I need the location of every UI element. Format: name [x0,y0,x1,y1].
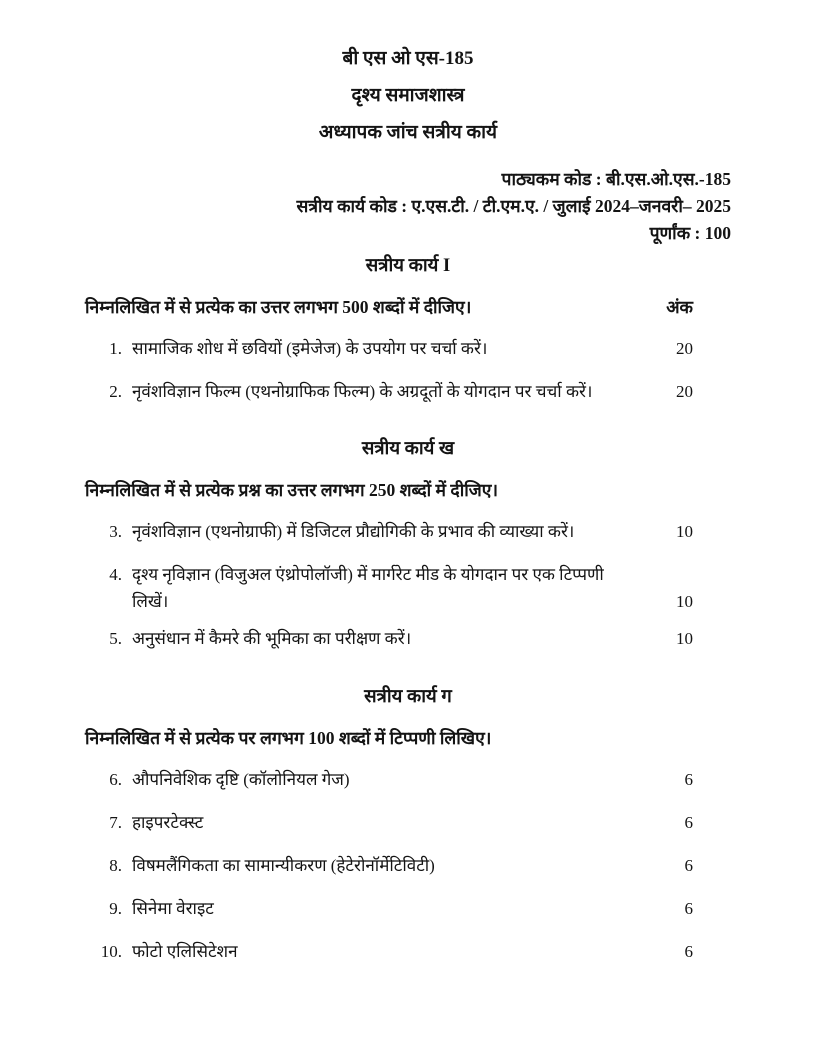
question-marks: 6 [684,813,693,832]
section-assignment-1 [85,255,731,405]
section-3-instruction-row [85,726,731,750]
question-marks: 6 [684,899,693,918]
meta-max-marks: पूर्णांक : 100 [649,223,731,243]
question-text: नृवंशविज्ञान फिल्म (एथनोग्राफिक फिल्म) के अग्रदूतों के योगदान पर चर्चा करें। [132,382,593,401]
question-row [85,335,731,362]
question-row [85,895,731,922]
question-text: विषमलैंगिकता का सामान्यीकरण (हेटेरोनॉर्मेटिविटी) [132,856,435,875]
section-3-instruction: निम्नलिखित में से प्रत्येक पर लगभग 100 शब्दों में टिप्पणी लिखिए। [85,728,492,748]
meta-course-code: पाठ्यकम कोड : बी.एस.ओ.एस.-185 [501,169,731,189]
question-number: 3. [109,522,122,541]
section-2-heading: सत्रीय कार्य ख [361,439,455,459]
question-row [85,938,731,965]
section-3-heading: सत्रीय कार्य ग [364,687,452,707]
question-marks: 20 [676,382,693,401]
question-text: नृवंशविज्ञान (एथनोग्राफी) में डिजिटल प्रौद्योगिकी के प्रभाव की व्याख्या करें। [132,522,575,541]
section-1-heading: सत्रीय कार्य I [365,256,451,276]
question-number: 4. [109,565,122,584]
question-text: सिनेमा वेराइट [132,899,214,918]
document-header [85,48,731,144]
section-2-instruction-row [85,478,731,502]
question-text: औपनिवेशिक दृष्टि (कॉलोनियल गेज) [132,770,350,789]
question-row [85,518,731,545]
question-row [85,625,731,652]
question-marks: 6 [684,770,693,789]
question-text: हाइपरटेक्स्ट [132,813,204,832]
question-number: 7. [109,813,122,832]
question-text: सामाजिक शोध में छवियों (इमेजेज) के उपयोग पर चर्चा करें। [132,339,488,358]
question-marks: 10 [676,592,693,611]
course-code-title: बी एस ओ एस-185 [342,48,474,69]
question-row [85,852,731,879]
question-marks: 6 [684,856,693,875]
document-subtitle: अध्यापक जांच सत्रीय कार्य [318,122,498,143]
section-assignment-2 [85,438,731,652]
question-marks: 20 [676,339,693,358]
question-marks: 6 [684,942,693,961]
question-marks: 10 [676,629,693,648]
meta-assignment-code: सत्रीय कार्य कोड : ए.एस.टी. / टी.एम.ए. / जुलाई 2024–जनवरी– 2025 [296,196,731,216]
question-number: 6. [109,770,122,789]
question-text: अनुसंधान में कैमरे की भूमिका का परीक्षण करें। [132,629,412,648]
question-row [85,561,731,615]
question-marks: 10 [676,522,693,541]
course-title: दृश्य समाजशास्त्र [351,85,465,106]
question-number: 9. [109,899,122,918]
question-row [85,766,731,793]
question-row [85,378,731,405]
question-number: 2. [109,382,122,401]
section-2-instruction: निम्नलिखित में से प्रत्येक प्रश्न का उत्तर लगभग 250 शब्दों में दीजिए। [85,480,499,500]
section-1-instruction-row [85,295,731,319]
meta-block [85,166,731,247]
section-assignment-3 [85,686,731,965]
question-row [85,809,731,836]
section-1-instruction: निम्नलिखित में से प्रत्येक का उत्तर लगभग 500 शब्दों में दीजिए। [85,297,472,317]
question-text: फोटो एलिसिटेशन [132,942,238,961]
question-text: दृश्य नृविज्ञान (विजुअल एंथ्रोपोलॉजी) में मार्गरेट मीड के योगदान पर एक टिप्पणी लिखें। [132,565,604,611]
question-number: 8. [109,856,122,875]
question-number: 1. [109,339,122,358]
question-number: 5. [109,629,122,648]
marks-column-header: अंक [666,297,693,317]
question-number: 10. [100,942,122,961]
